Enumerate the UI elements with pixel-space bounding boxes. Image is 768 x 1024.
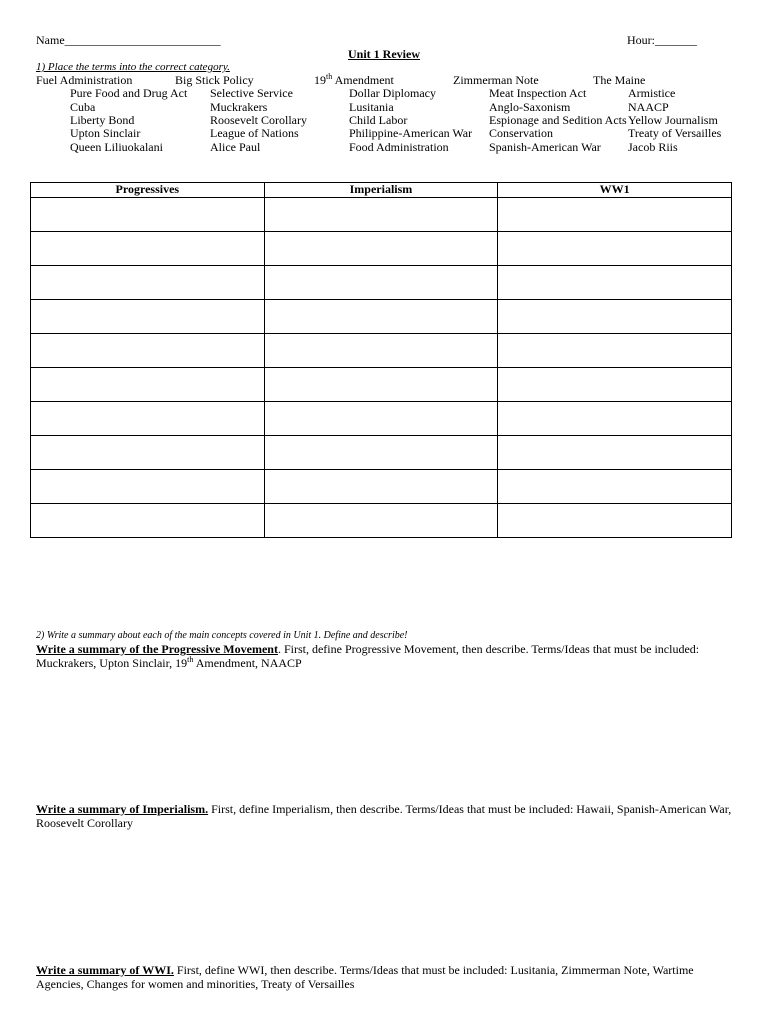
term: Espionage and Sedition Acts [489, 113, 627, 127]
summary-heading: Write a summary of the Progressive Movement [36, 642, 278, 656]
term: Jacob Riis [628, 140, 678, 154]
summary-wwi-prompt [36, 964, 736, 992]
term: Armistice [628, 86, 676, 100]
term: Zimmerman Note [453, 73, 539, 87]
part2-instruction: 2) Write a summary about each of the main concepts covered in Unit 1. Define and describe! [36, 630, 408, 641]
superscript: th [187, 654, 194, 664]
table-row [31, 470, 732, 504]
term: Philippine-American War [349, 126, 473, 140]
summary-heading: Write a summary of Imperialism. [36, 802, 209, 816]
summary-imperialism-prompt [36, 803, 736, 831]
answer-cell[interactable] [498, 232, 732, 266]
column-header-imperialism: Imperialism [264, 183, 498, 198]
term: Spanish-American War [489, 140, 601, 154]
term: Fuel Administration [36, 73, 133, 87]
answer-cell[interactable] [31, 368, 265, 402]
answer-cell[interactable] [498, 266, 732, 300]
table-row [31, 300, 732, 334]
answer-cell[interactable] [264, 402, 498, 436]
table-row [31, 334, 732, 368]
answer-cell[interactable] [498, 368, 732, 402]
category-table [30, 182, 732, 538]
answer-cell[interactable] [498, 402, 732, 436]
summary-progressive-prompt [36, 643, 736, 671]
term: League of Nations [210, 126, 299, 140]
term: Muckrakers [210, 100, 268, 114]
answer-cell[interactable] [31, 470, 265, 504]
term: Lusitania [349, 100, 394, 114]
term: Dollar Diplomacy [349, 86, 436, 100]
term: 19th Amendment [314, 72, 394, 87]
term: Cuba [70, 100, 96, 114]
term: Anglo-Saxonism [489, 100, 571, 114]
term: Big Stick Policy [175, 73, 254, 87]
table-row [31, 368, 732, 402]
page-title: Unit 1 Review [348, 47, 420, 61]
term: Alice Paul [210, 140, 261, 154]
answer-cell[interactable] [31, 504, 265, 538]
answer-cell[interactable] [498, 470, 732, 504]
term: Selective Service [210, 86, 293, 100]
term: The Maine [593, 73, 646, 87]
answer-cell[interactable] [31, 334, 265, 368]
table-row [31, 436, 732, 470]
answer-cell[interactable] [264, 266, 498, 300]
answer-cell[interactable] [498, 504, 732, 538]
summary-instructions: First, define WWI, then describe. Terms/Ideas that must be included: Lusitania, Zimmerman Note, Wartime Agencies, Changes for women and minorities, Treaty of Versailles [36, 963, 694, 991]
table-row [31, 504, 732, 538]
term: Meat Inspection Act [489, 86, 587, 100]
table-row [31, 232, 732, 266]
answer-cell[interactable] [31, 232, 265, 266]
answer-cell[interactable] [498, 334, 732, 368]
answer-cell[interactable] [498, 436, 732, 470]
answer-cell[interactable] [498, 198, 732, 232]
answer-cell[interactable] [264, 198, 498, 232]
term: Treaty of Versailles [628, 126, 722, 140]
term: Pure Food and Drug Act [70, 86, 188, 100]
summary-instructions: First, define Imperialism, then describe. Terms/Ideas that must be included: Hawaii, Spanish-American War, Roosevelt Corollary [36, 802, 732, 830]
answer-cell[interactable] [264, 334, 498, 368]
term: NAACP [628, 100, 669, 114]
term: Liberty Bond [70, 113, 135, 127]
answer-cell[interactable] [264, 504, 498, 538]
name-field[interactable]: Name__________________________ [36, 33, 221, 47]
term: Queen Liliuokalani [70, 140, 163, 154]
answer-cell[interactable] [498, 300, 732, 334]
term: Yellow Journalism [628, 113, 718, 127]
answer-cell[interactable] [264, 232, 498, 266]
term: Roosevelt Corollary [210, 113, 307, 127]
table-row [31, 402, 732, 436]
answer-cell[interactable] [264, 470, 498, 504]
table-row [31, 198, 732, 232]
summary-heading: Write a summary of WWI. [36, 963, 174, 977]
term: Child Labor [349, 113, 408, 127]
answer-cell[interactable] [31, 266, 265, 300]
summary-instructions-end: Amendment, NAACP [193, 655, 302, 670]
term: Upton Sinclair [70, 126, 141, 140]
hour-field[interactable]: Hour:_______ [627, 33, 697, 47]
term: Food Administration [349, 140, 449, 154]
term: Conservation [489, 126, 553, 140]
answer-cell[interactable] [31, 402, 265, 436]
column-header-ww1: WW1 [498, 183, 732, 198]
answer-cell[interactable] [264, 436, 498, 470]
part1-instruction: 1) Place the terms into the correct category. [36, 61, 230, 73]
summary-instructions: . First, define Progressive Movement, then describe. Terms/Ideas that must be included: Muckrakers, Upton Sinclair, 19 [36, 642, 700, 670]
answer-cell[interactable] [31, 198, 265, 232]
answer-cell[interactable] [31, 300, 265, 334]
answer-cell[interactable] [264, 300, 498, 334]
answer-cell[interactable] [31, 436, 265, 470]
answer-cell[interactable] [264, 368, 498, 402]
table-row [31, 266, 732, 300]
column-header-progressives: Progressives [31, 183, 265, 198]
